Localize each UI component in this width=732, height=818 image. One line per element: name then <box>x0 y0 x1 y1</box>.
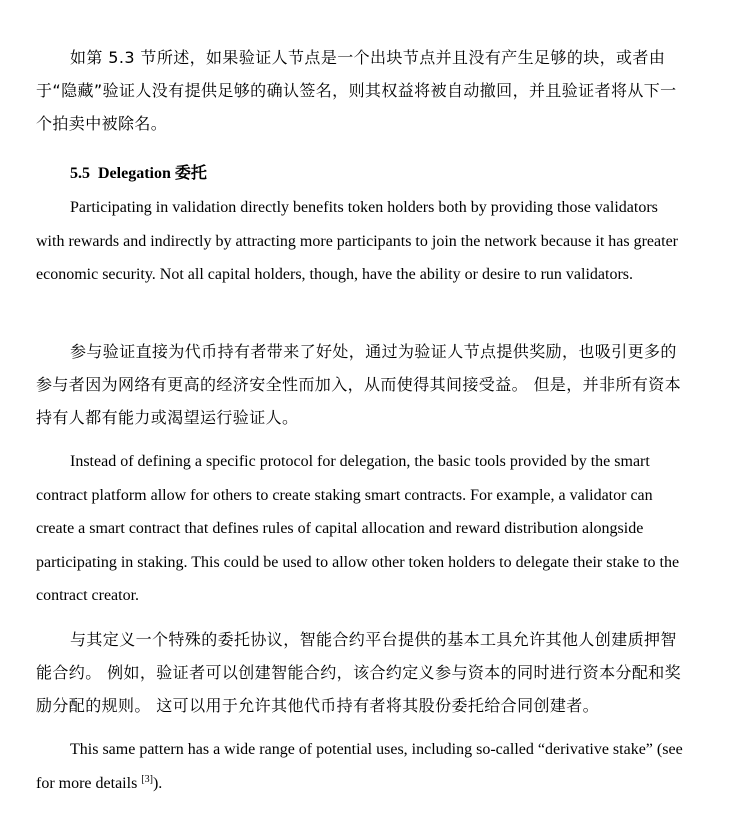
paragraph-en-4-end: ). <box>152 774 163 792</box>
citation-reference[interactable]: [3] <box>141 773 153 785</box>
paragraph-en-4 <box>0 733 732 800</box>
section-number: 5.5 <box>70 165 90 182</box>
paragraph-en-3: Instead of defining a specific protocol for delegation, the basic tools provided by the smart contract platform allow for others to create staking smart contracts. For example, a validator can create a smart contract that defines rules of capital allocation and reward distribution alongside participating in staking. This could be used to allow other token holders to delegate their stake to the contract creator. <box>36 453 680 604</box>
section-title: Delegation <box>98 165 171 182</box>
paragraph-zh-1: 如第 5.3 节所述，如果验证人节点是一个出块节点并且没有产生足够的块，或者由于“隐藏”验证人没有提供足够的确认签名，则其权益将被自动撤回，并且验证者将从下一个拍卖中被除名。 <box>36 48 677 133</box>
paragraph-zh-3: 与其定义一个特殊的委托协议，智能合约平台提供的基本工具允许其他人创建质押智能合约。 例如，验证者可以创建智能合约，该合约定义参与资本的同时进行资本分配和奖励分配的规则。 这可以用于允许其他代币持有者将其股份委托给合同创建者。 <box>36 630 682 715</box>
section-title-zh: 委托 <box>174 163 207 182</box>
paragraph-en-4-text: This same pattern has a wide range of potential uses, including so-called “derivative stake” (see for more details <box>36 741 683 792</box>
section-heading <box>0 158 207 189</box>
paragraph-en-2: Participating in validation directly benefits token holders both by providing those validators with rewards and indirectly by attracting more participants to join the network because it has greater economic security. Not all capital holders, though, have the ability or desire to run validators. <box>36 199 678 283</box>
paragraph-zh-2: 参与验证直接为代币持有者带来了好处，通过为验证人节点提供奖励，也吸引更多的参与者因为网络有更高的经济安全性而加入，从而使得其间接受益。 但是，并非所有资本持有人都有能力或渴望运行验证人。 <box>36 342 682 427</box>
